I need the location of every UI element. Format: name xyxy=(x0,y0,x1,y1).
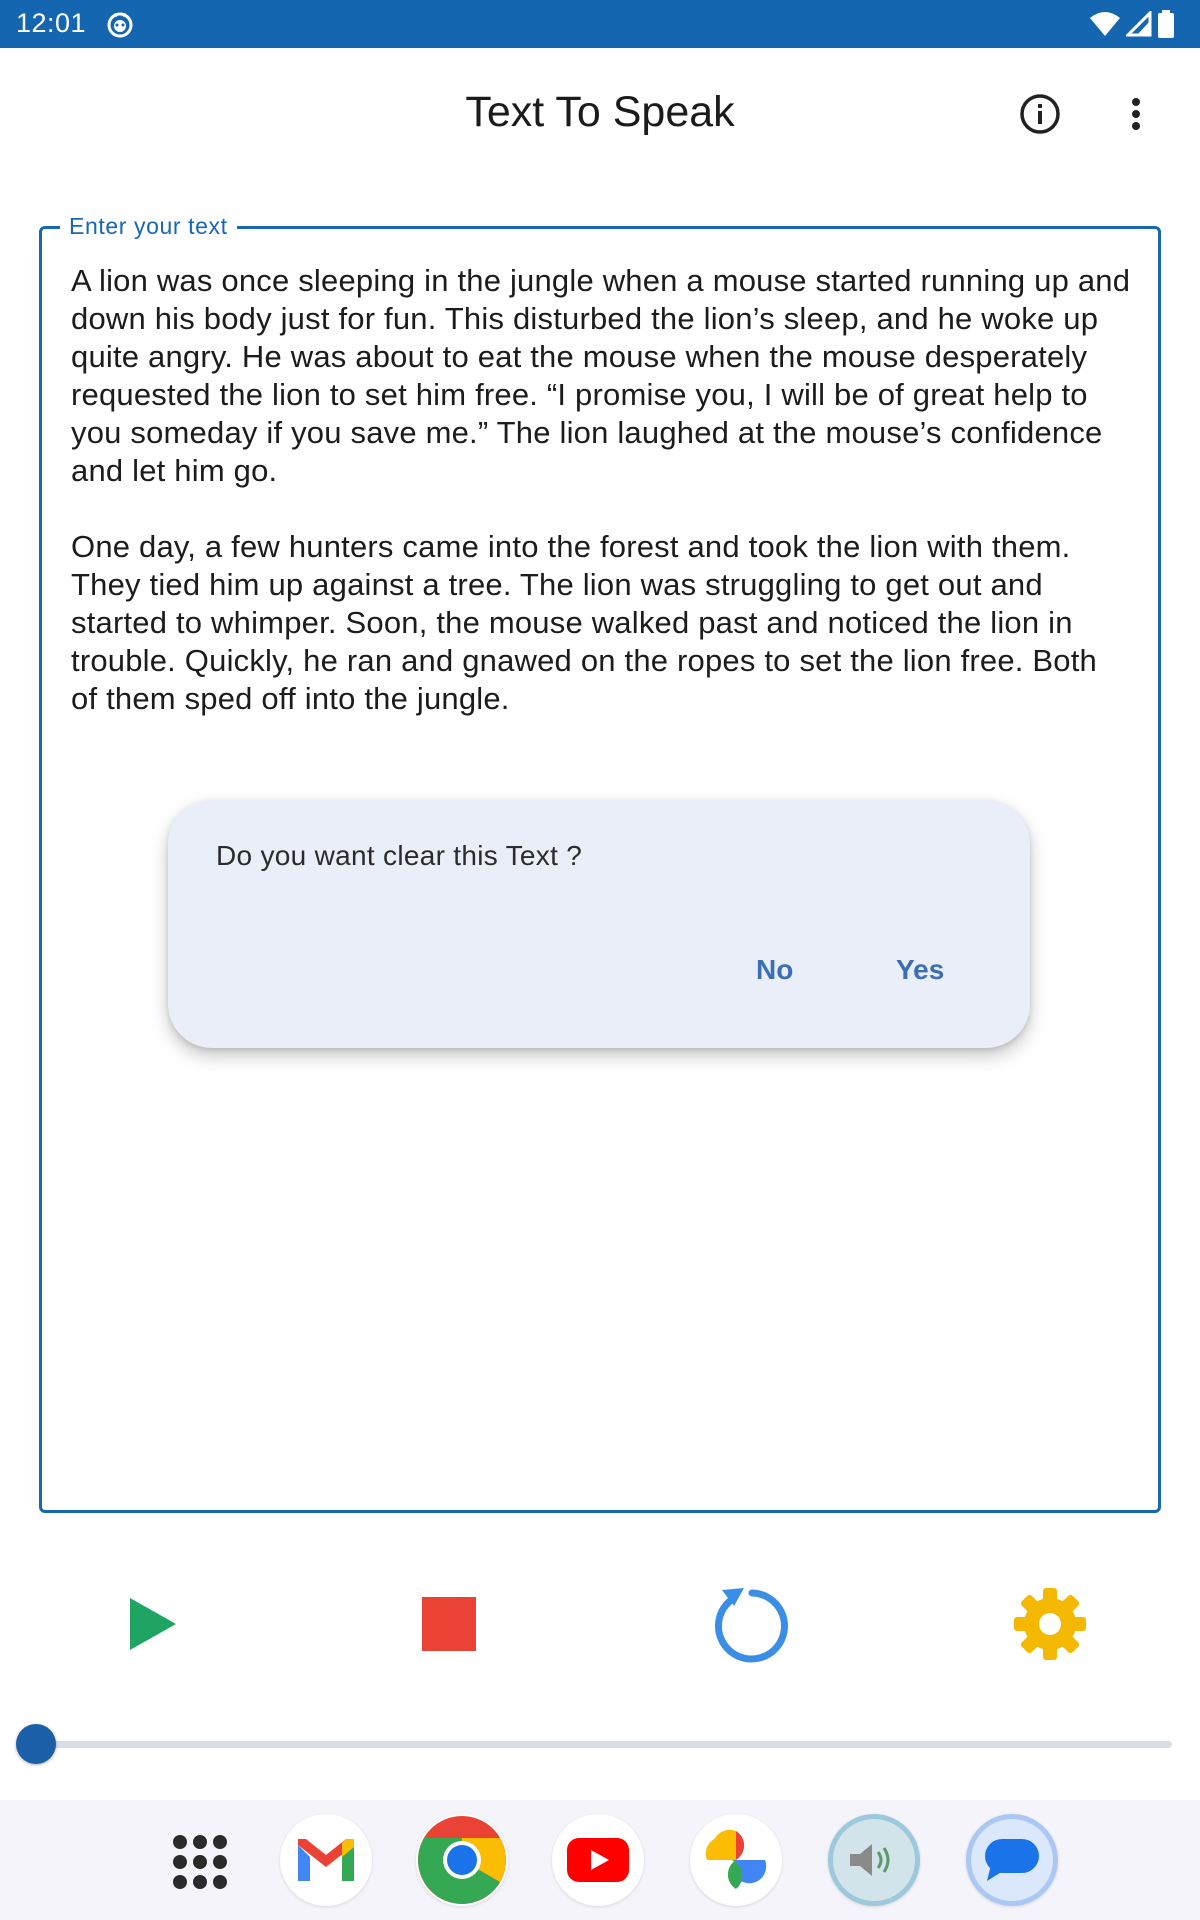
taskbar-dock xyxy=(0,1800,1200,1920)
chrome-icon xyxy=(417,1815,507,1905)
replay-button[interactable] xyxy=(704,1580,792,1668)
status-time: 12:01 xyxy=(16,8,87,38)
text-paragraph: One day, a few hunters came into the forest and took the lion with them. They tied him up against a tree. The lion was struggling to get out and started to whimper. Soon, the mouse walked past and noticed the lion in trouble. Quickly, he ran and gnawed on the ropes to set the lion free. Both of them sped off into the jungle. xyxy=(71,529,1097,716)
status-icons xyxy=(1090,10,1174,38)
cell-signal-icon xyxy=(1126,11,1152,37)
play-icon xyxy=(122,1594,182,1654)
stop-button[interactable] xyxy=(405,1580,493,1668)
photos-icon xyxy=(703,1827,769,1893)
wifi-icon xyxy=(1090,11,1120,37)
notification-app-icon xyxy=(106,10,134,38)
seek-track xyxy=(30,1741,1172,1748)
gmail-app[interactable] xyxy=(280,1814,372,1906)
gear-icon xyxy=(1012,1586,1088,1662)
messages-icon xyxy=(983,1835,1041,1885)
text-paragraph: A lion was once sleeping in the jungle when a mouse started running up and down his body just for fun. This disturbed the lion’s sleep, and he woke up quite angry. He was about to eat the mouse when the mouse desperately requested the lion to set him free. “I promise you, I will be of great help to you someday if you save me.” The lion laughed at the mouse’s confidence and let him go. xyxy=(71,263,1131,488)
stop-icon xyxy=(420,1595,478,1653)
apps-grid-icon[interactable] xyxy=(170,1832,230,1892)
status-bar xyxy=(0,0,1200,48)
play-button[interactable] xyxy=(108,1580,196,1668)
yes-button[interactable]: Yes xyxy=(896,954,945,985)
more-options-icon[interactable] xyxy=(1124,90,1148,138)
youtube-icon xyxy=(567,1838,629,1882)
gmail-icon xyxy=(294,1835,358,1885)
seek-thumb[interactable] xyxy=(16,1724,56,1764)
settings-button[interactable] xyxy=(1006,1580,1094,1668)
info-icon[interactable] xyxy=(1016,90,1064,138)
chrome-app[interactable] xyxy=(416,1814,508,1906)
replay-icon xyxy=(708,1584,788,1664)
youtube-app[interactable] xyxy=(552,1814,644,1906)
seek-slider[interactable] xyxy=(20,1724,1172,1764)
text-to-speech-app[interactable] xyxy=(828,1814,920,1906)
clear-text-dialog xyxy=(168,800,1030,1048)
messages-app[interactable] xyxy=(966,1814,1058,1906)
photos-app[interactable] xyxy=(690,1814,782,1906)
no-button[interactable]: No xyxy=(756,954,794,985)
text-input-label: Enter your text xyxy=(60,213,237,240)
dialog-message: Do you want clear this Text ? xyxy=(216,840,583,871)
text-to-speech-icon xyxy=(846,1840,902,1880)
battery-icon xyxy=(1158,10,1174,38)
page-title: Text To Speak xyxy=(465,88,735,136)
text-input-value[interactable] xyxy=(71,262,1131,756)
app-bar xyxy=(0,48,1200,180)
